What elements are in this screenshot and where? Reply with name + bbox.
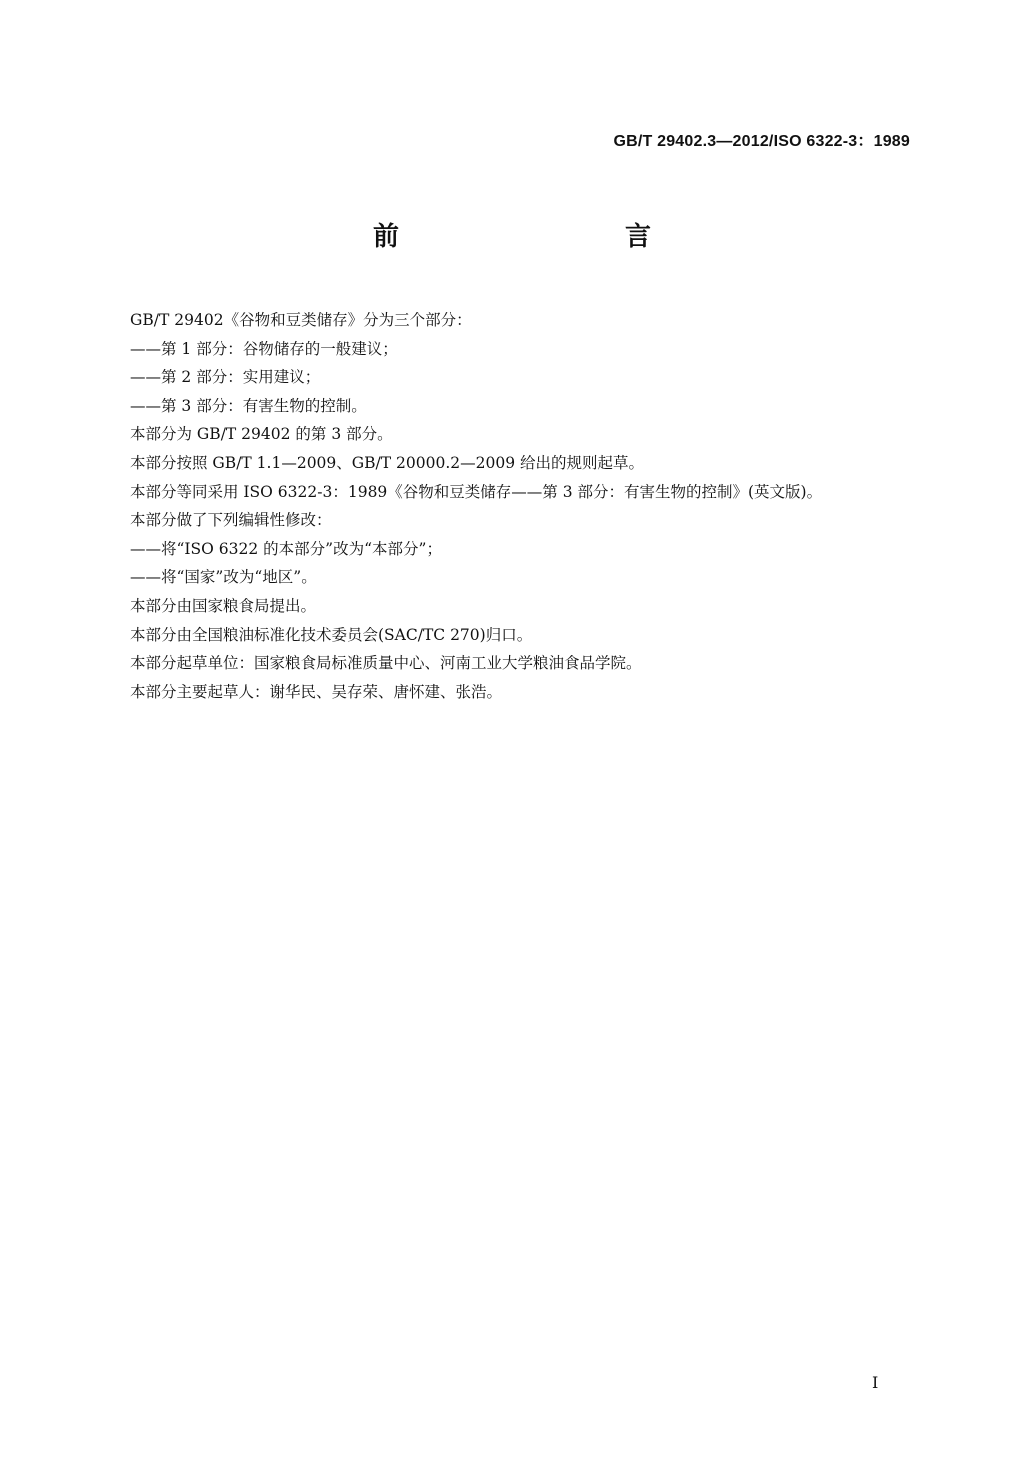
foreword-line: 本部分为 GB/T 29402 的第 3 部分。 [130,425,393,444]
foreword-line: ——将“国家”改为“地区”。 [130,568,317,587]
page-title: 前 言 [372,222,709,252]
foreword-line: 本部分由国家粮食局提出。 [130,596,317,615]
foreword-line: GB/T 29402《谷物和豆类储存》分为三个部分： [130,311,472,329]
foreword-line: ——将“ISO 6322 的本部分”改为“本部分”； [130,539,442,558]
foreword-line: ——第 1 部分：谷物储存的一般建议； [130,339,398,358]
standard-code-header: GB/T 29402.3—2012/ISO 6322-3：1989 [613,133,910,150]
foreword-line: 本部分主要起草人：谢华民、吴存荣、唐怀建、张浩。 [130,682,503,701]
foreword-line: 本部分由全国粮油标准化技术委员会(SAC/TC 270)归口。 [130,625,533,644]
page-number: I [872,1373,879,1392]
foreword-line: 本部分按照 GB/T 1.1—2009、GB/T 20000.2—2009 给出的规则起草。 [130,453,645,472]
foreword-line: 本部分等同采用 ISO 6322-3：1989《谷物和豆类储存——第 3 部分：有害生物的控制》(英文版)。 [130,482,823,501]
foreword-line: ——第 3 部分：有害生物的控制。 [130,396,367,415]
foreword-line: ——第 2 部分：实用建议； [130,368,321,387]
foreword-line: 本部分做了下列编辑性修改： [130,511,332,530]
foreword-line: 本部分起草单位：国家粮食局标准质量中心、河南工业大学粮油食品学院。 [130,654,642,673]
foreword-body [130,306,910,706]
